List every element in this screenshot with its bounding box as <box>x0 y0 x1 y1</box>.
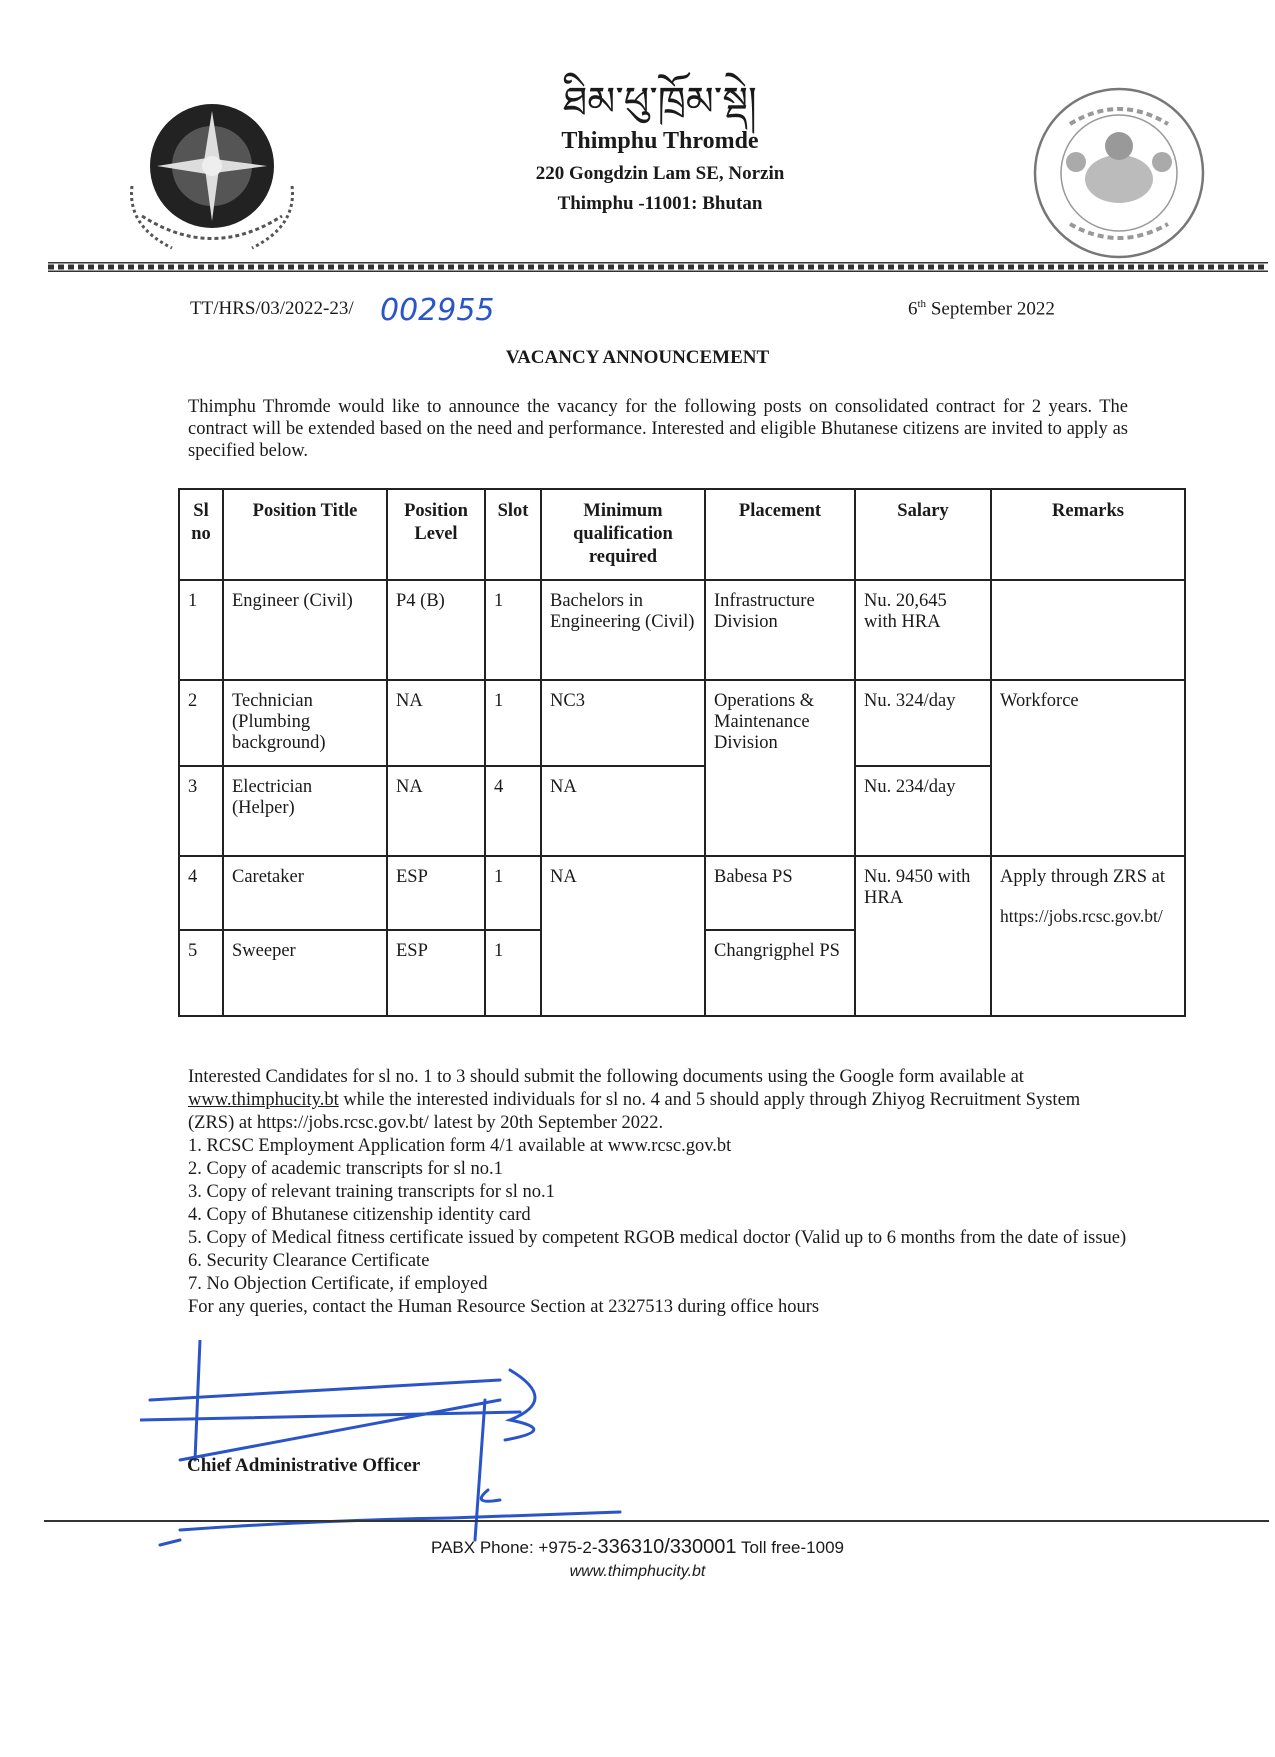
cell-sl: 5 <box>179 930 223 1016</box>
signatory-title: Chief Administrative Officer <box>187 1455 421 1476</box>
handwritten-number <box>380 286 500 330</box>
table-row <box>179 856 1185 930</box>
instructions-intro-text: Interested Candidates for sl no. 1 to 3 should submit the following documents using the Google form available at <box>188 1067 1024 1087</box>
footer <box>0 1535 1275 1584</box>
list-item: 5. Copy of Medical fitness certificate issued by competent RGOB medical doctor (Valid up to 6 months from the date of issue) <box>188 1228 1127 1248</box>
footer-phone <box>0 1535 1275 1560</box>
header-salary: Salary <box>855 489 991 580</box>
header-qualification: Minimum qualification required <box>541 489 705 580</box>
cell-title: Sweeper <box>223 930 387 1016</box>
table-row <box>179 580 1185 680</box>
cell-placement: Changrigphel PS <box>705 930 855 1016</box>
bhutan-emblem <box>112 66 312 266</box>
decorative-border <box>48 262 1268 272</box>
vacancy-table <box>178 488 1186 1017</box>
footer-divider <box>44 1520 1269 1522</box>
cell-title: Technician (Plumbing background) <box>223 680 387 766</box>
cell-title: Engineer (Civil) <box>223 580 387 680</box>
cell-placement: Infrastructure Division <box>705 580 855 680</box>
cell-remarks: Workforce <box>991 680 1185 856</box>
remarks-link[interactable]: https://jobs.rcsc.gov.bt/ <box>1000 906 1163 926</box>
header-position-title: Position Title <box>223 489 387 580</box>
page-title: VACANCY ANNOUNCEMENT <box>505 347 770 368</box>
dzongkha-title: ཐིམ་ཕུ་ཁྲོམ་སྡེ། <box>563 79 757 125</box>
cell-slot: 1 <box>485 930 541 1016</box>
intro-paragraph: Thimphu Thromde would like to announce the vacancy for the following posts on consolidated contract for 2 years. The contract will be extended based on the need and performance. Interested and eligible Bhutanese citizens are invited to apply as specified below. <box>188 397 1128 461</box>
reference-number: TT/HRS/03/2022-23/ <box>190 298 354 319</box>
list-item: 2. Copy of academic transcripts for sl no.1 <box>188 1159 503 1179</box>
table-row <box>179 680 1185 766</box>
cell-salary: Nu. 20,645 with HRA <box>855 580 991 680</box>
cell-remarks <box>991 856 1185 1016</box>
header-slot: Slot <box>485 489 541 580</box>
cell-remarks <box>991 580 1185 680</box>
list-item: 7. No Objection Certificate, if employed <box>188 1274 488 1294</box>
cell-slot: 4 <box>485 766 541 856</box>
table-header-row <box>179 489 1185 580</box>
header-position-level: Position Level <box>387 489 485 580</box>
signature <box>140 1340 640 1550</box>
cell-slot: 1 <box>485 680 541 766</box>
cell-placement: Babesa PS <box>705 856 855 930</box>
cell-level: ESP <box>387 930 485 1016</box>
cell-sl: 3 <box>179 766 223 856</box>
remarks-line-1: Apply through ZRS at <box>1000 867 1165 887</box>
address-line-1: 220 Gongdzin Lam SE, Norzin <box>535 163 785 184</box>
list-item: 6. Security Clearance Certificate <box>188 1251 430 1271</box>
date-suffix: th <box>917 298 927 310</box>
header-sl-no: Sl no <box>179 489 223 580</box>
cell-qualification: Bachelors in Engineering (Civil) <box>541 580 705 680</box>
organization-name: Thimphu Thromde <box>561 128 759 154</box>
header-remarks: Remarks <box>991 489 1185 580</box>
list-item: 3. Copy of relevant training transcripts for sl no.1 <box>188 1182 555 1202</box>
footer-website[interactable]: www.thimphucity.bt <box>569 1563 706 1580</box>
cell-slot: 1 <box>485 856 541 930</box>
contact-line: For any queries, contact the Human Resource Section at 2327513 during office hours <box>188 1297 820 1317</box>
cell-sl: 4 <box>179 856 223 930</box>
cell-level: ESP <box>387 856 485 930</box>
thromde-seal <box>1030 84 1208 262</box>
cell-title: Caretaker <box>223 856 387 930</box>
letterhead <box>440 78 880 215</box>
date-day: 6 <box>908 298 918 320</box>
instructions-intro <box>188 1066 1128 1135</box>
letter-date <box>908 298 1055 320</box>
cell-level: P4 (B) <box>387 580 485 680</box>
phone-numbers: 336310/330001 <box>597 1536 737 1558</box>
cell-sl: 1 <box>179 580 223 680</box>
instructions <box>188 1066 1128 1319</box>
toll-free: Toll free-1009 <box>736 1538 844 1557</box>
list-item: 4. Copy of Bhutanese citizenship identity card <box>188 1205 531 1225</box>
address-line-2: Thimphu -11001: Bhutan <box>557 193 763 214</box>
header-placement: Placement <box>705 489 855 580</box>
cell-salary: Nu. 324/day <box>855 680 991 766</box>
cell-sl: 2 <box>179 680 223 766</box>
website-link[interactable]: www.thimphucity.bt <box>188 1090 339 1110</box>
phone-label: PABX Phone: +975-2- <box>431 1538 598 1557</box>
list-item: 1. RCSC Employment Application form 4/1 available at www.rcsc.gov.bt <box>188 1136 732 1156</box>
cell-slot: 1 <box>485 580 541 680</box>
cell-title: Electrician (Helper) <box>223 766 387 856</box>
cell-qualification: NA <box>541 856 705 1016</box>
cell-level: NA <box>387 680 485 766</box>
cell-qualification: NA <box>541 766 705 856</box>
cell-placement: Operations & Maintenance Division <box>705 680 855 856</box>
cell-level: NA <box>387 766 485 856</box>
cell-salary: Nu. 234/day <box>855 766 991 856</box>
date-rest: September 2022 <box>926 298 1055 320</box>
instructions-intro-text-2: while the interested individuals for sl no. 4 and 5 should apply through Zhiyog Recruitment System (ZRS) at https://jobs.rcsc.gov.bt/ latest by 20th September 2022. <box>188 1090 1081 1133</box>
cell-salary: Nu. 9450 with HRA <box>855 856 991 1016</box>
cell-qualification: NC3 <box>541 680 705 766</box>
handwritten-number-text: 002955 <box>380 293 495 328</box>
